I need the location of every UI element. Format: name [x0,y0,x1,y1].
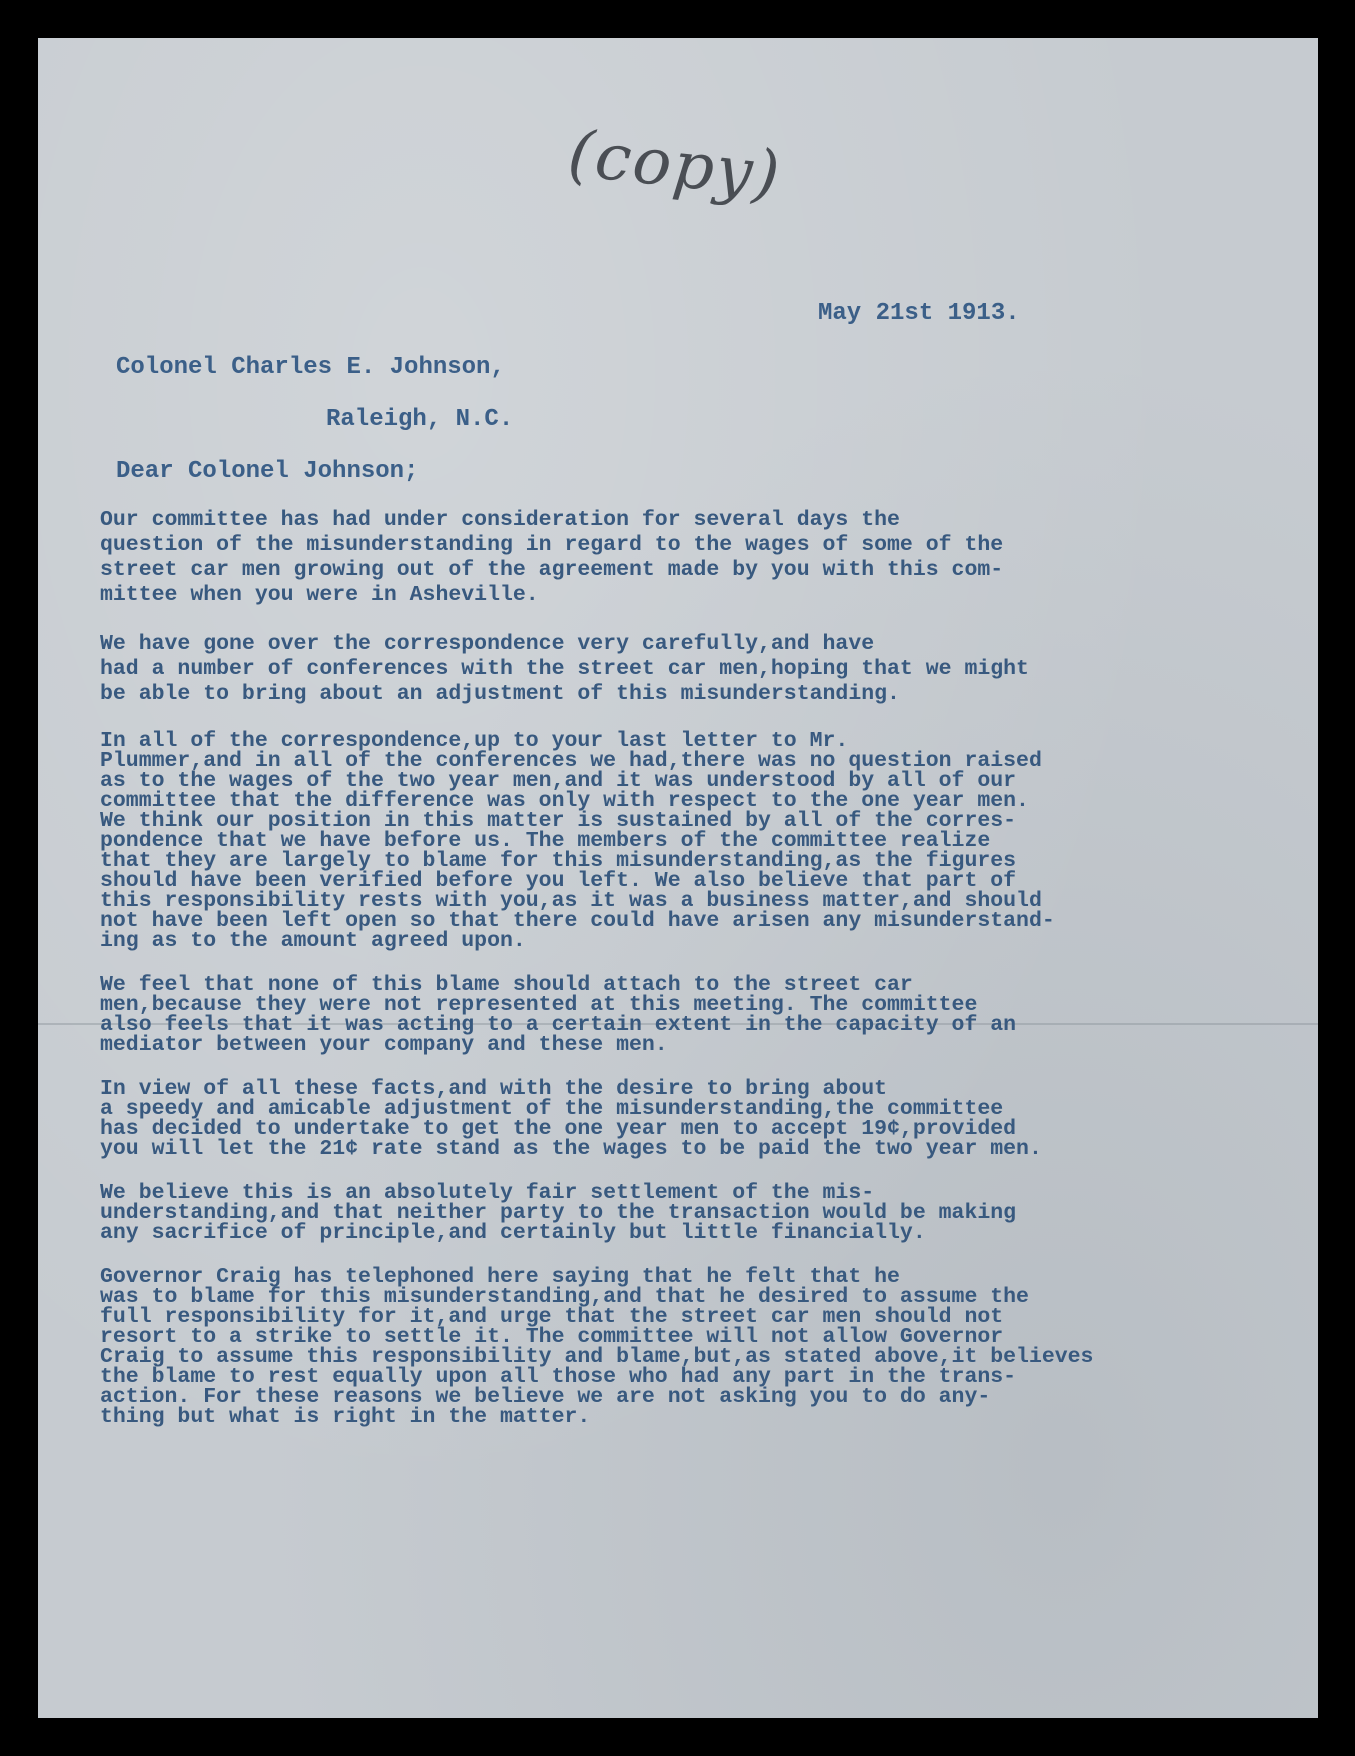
salutation: Dear Colonel Johnson; [116,458,419,485]
letter-body [100,508,1250,1451]
paragraph-correspondence: We have gone over the correspondence very carefully,and have had a number of conferences with the street car men,hoping that we might be able to bring about an adjustment of this misunderstanding. [100,632,1029,706]
paragraph-committee-consideration: Our committee has had under consideration for several days the question of the misunderstanding in regard to the wages of some of the street car men growing out of the agreement made by you with this com- mittee when you were in Asheville. [100,508,1004,607]
recipient-name: Colonel Charles E. Johnson, [116,354,505,381]
handwritten-copy-notation: (copy) [564,117,785,213]
letter-date: May 21st 1913. [818,300,1020,327]
paragraph-governor-craig: Governor Craig has telephoned here saying that he felt that he was to blame for this misunderstanding,and that he desired to assume the full responsibility for it,and urge that the street car men should not resort to a strike to settle it. The committee will not allow Governor Craig to assume this responsibility and blame,but,as stated above,it believes the blame to rest equally upon all those who had any part in the trans- action. For these reasons we believe we are not asking you to do any- thing but what is right in the matter. [100,1265,1094,1429]
paragraph-fair-settlement: We believe this is an absolutely fair settlement of the mis- understanding,and that neither party to the transaction would be making any sacrifice of principle,and certainly but little financially. [100,1181,1017,1245]
letter-page [38,38,1318,1718]
paragraph-blame: We feel that none of this blame should attach to the street car men,because they were not represented at this meeting. The committee also feels that it was acting to a certain extent in the capacity of an mediator between your company and these men. [100,973,1017,1057]
recipient-city: Raleigh, N.C. [326,406,514,433]
paragraph-all-correspondence: In all of the correspondence,up to your last letter to Mr. Plummer,and in all of the conferences we had,there was no question raised as to the wages of the two year men,and it was understood by all of our committee that the difference was only with respect to the one year men. We think our position in this matter is sustained by all of the corres- pondence that we have before us. The members of the committee realize that they are largely to blame for this misunderstanding,as the figures should have been verified before you left. We also believe that part of this responsibility rests with you,as it was a business matter,and should not have been left open so that there could have arisen any misunderstand- ing as to the amount agreed upon. [100,729,1055,953]
paragraph-view-of-facts: In view of all these facts,and with the desire to bring about a speedy and amicable adjustment of the misunderstanding,the committee has decided to undertake to get the one year men to accept 19¢,provided you will let the 21¢ rate stand as the wages to be paid the two year men. [100,1077,1042,1161]
